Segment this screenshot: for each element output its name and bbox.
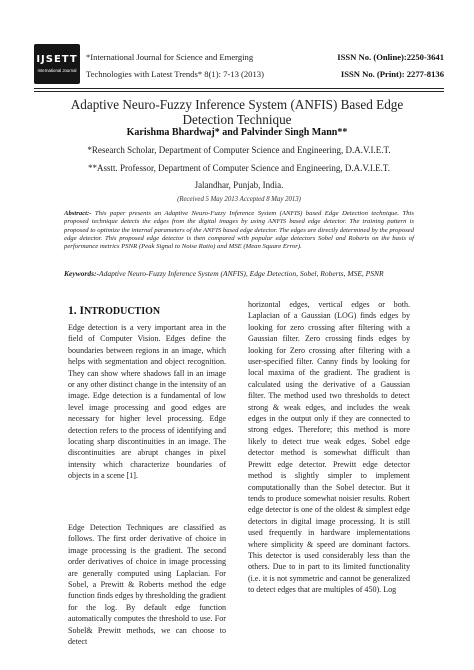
intro-paragraph-1: Edge detection is a very important area in the field of Computer Vision. Edges define the boundaries between regions in an image, which helps with segmentation and object recognition. They can show where shadows fall in an image or any other distinct change in the intensity of an image. Edge detection is a fundamental of low level image processing and good edges are necessary for higher level processing. Edge detection refers to the process of identifying and locating sharp discontinuities in an image. The discontinuities are abrupt changes in pixel intensity which characterize boundaries of objects in a scene [1]. bbox=[68, 323, 226, 481]
logo-subtext: International Journal bbox=[37, 68, 77, 73]
received-date: (Received 5 May 2013 Accepted 8 May 2013) bbox=[177, 196, 301, 203]
title-line-1: Adaptive Neuro-Fuzzy Inference System (ANFIS) Based Edge bbox=[70, 97, 404, 112]
affiliation-3: Jalandhar, Punjab, India. bbox=[194, 180, 284, 190]
header-rule-top bbox=[34, 88, 444, 89]
section-heading-rest: NTRODUCTION bbox=[83, 306, 161, 317]
section-heading-introduction bbox=[68, 305, 160, 317]
logo-text: IJSETT bbox=[36, 54, 78, 65]
journal-logo bbox=[34, 44, 80, 84]
affiliation-1: *Research Scholar, Department of Computer Science and Engineering, D.A.V.I.E.T. bbox=[87, 145, 391, 155]
journal-line-2: Technologies with Latest Trends* 8(1): 7-13 (2013) bbox=[86, 69, 264, 79]
keywords-text: Adaptive Neuro-Fuzzy Inference System (ANFIS), Edge Detection, Sobel, Roberts, MSE, PSNR bbox=[99, 269, 384, 278]
issn-block bbox=[337, 49, 444, 83]
keywords-label: Keywords:- bbox=[64, 269, 99, 278]
abstract-text: This paper presents an Adaptive Neuro-Fuzzy Inference System (ANFIS) based Edge Detection technique. This proposed technique detects the edges from the digital images by using ANFIS based edge detector. The training pattern is proposed to optimize the internal parameters of the ANFIS based edge detector. The edges are directly determined by the proposed edge detector. This proposed edge detector is then compared with popular edge detectors Sobel and Roberts on the basis of performance metrics PSNR (Peak Signal to Noise Ratio) and MSE (Mean Square Error). bbox=[64, 210, 414, 251]
abstract bbox=[64, 210, 414, 251]
abstract-label: Abstract:- bbox=[64, 210, 92, 217]
header-rule-bottom bbox=[34, 91, 444, 92]
issn-print: ISSN No. (Print): 2277-8136 bbox=[340, 69, 444, 79]
paper-title bbox=[40, 97, 434, 127]
issn-online: ISSN No. (Online):2250-3641 bbox=[337, 52, 444, 62]
title-line-2: Detection Technique bbox=[182, 112, 292, 127]
journal-info bbox=[86, 49, 286, 83]
intro-right-column: horizontal edges, vertical edges or both. Laplacian of a Gaussian (LOG) finds edges by looking for zero crossing after filtering with a Gaussian filter. Zero crossing finds edges by looking for Zero crossing after filtering with a user-specified filter. Canny finds by looking for local maxima of the gradient. The gradient is calculated using the derivative of a Gaussian filter. The method used two thresholds to detect strong & weak edges, and includes the weak edges in the output only if they are connected to strong edges. Therefore; this method is more likely to detect true weak edges. Sobel edge detector method is somewhat difficult than Prewitt edge detector. Prewitt edge detector method is slightly simpler to implement computationally than the Sobel detector. But it tends to produce somewhat noisier results. Robert edge detector is one of the oldest & simplest edge detectors in digital image processing. It is still used frequently in hardware implementations where simplicity & speed are dominant factors. This detector is used considerably less than the others. Due to in part to its limited functionality (i.e. it is not symmetric and cannot be generalized to detect edges that are multiples of 450). Log bbox=[248, 300, 410, 595]
paper-authors: Karishma Bhardwaj* and Palvinder Singh Mann** bbox=[126, 127, 348, 138]
section-heading-initial: I bbox=[79, 305, 84, 317]
keywords bbox=[64, 269, 414, 279]
affiliation-2: **Asstt. Professor, Department of Computer Science and Engineering, D.A.V.I.E.T. bbox=[88, 163, 390, 173]
journal-line-1: *International Journal for Science and Emerging bbox=[86, 52, 254, 62]
intro-paragraph-2: Edge Detection Techniques are classified as follows. The first order derivative of choice in image processing is the gradient. The second order derivatives of choice in image processing are generally computed using Laplacian. For Sobel, a Prewitt & Roberts method the edge function finds edges by thresholding the gradient for the log. By default edge function automatically computes the threshold to use. For Sobel& Prewitt methods, we can choose to detect bbox=[68, 523, 226, 647]
section-number: 1. bbox=[68, 305, 80, 317]
